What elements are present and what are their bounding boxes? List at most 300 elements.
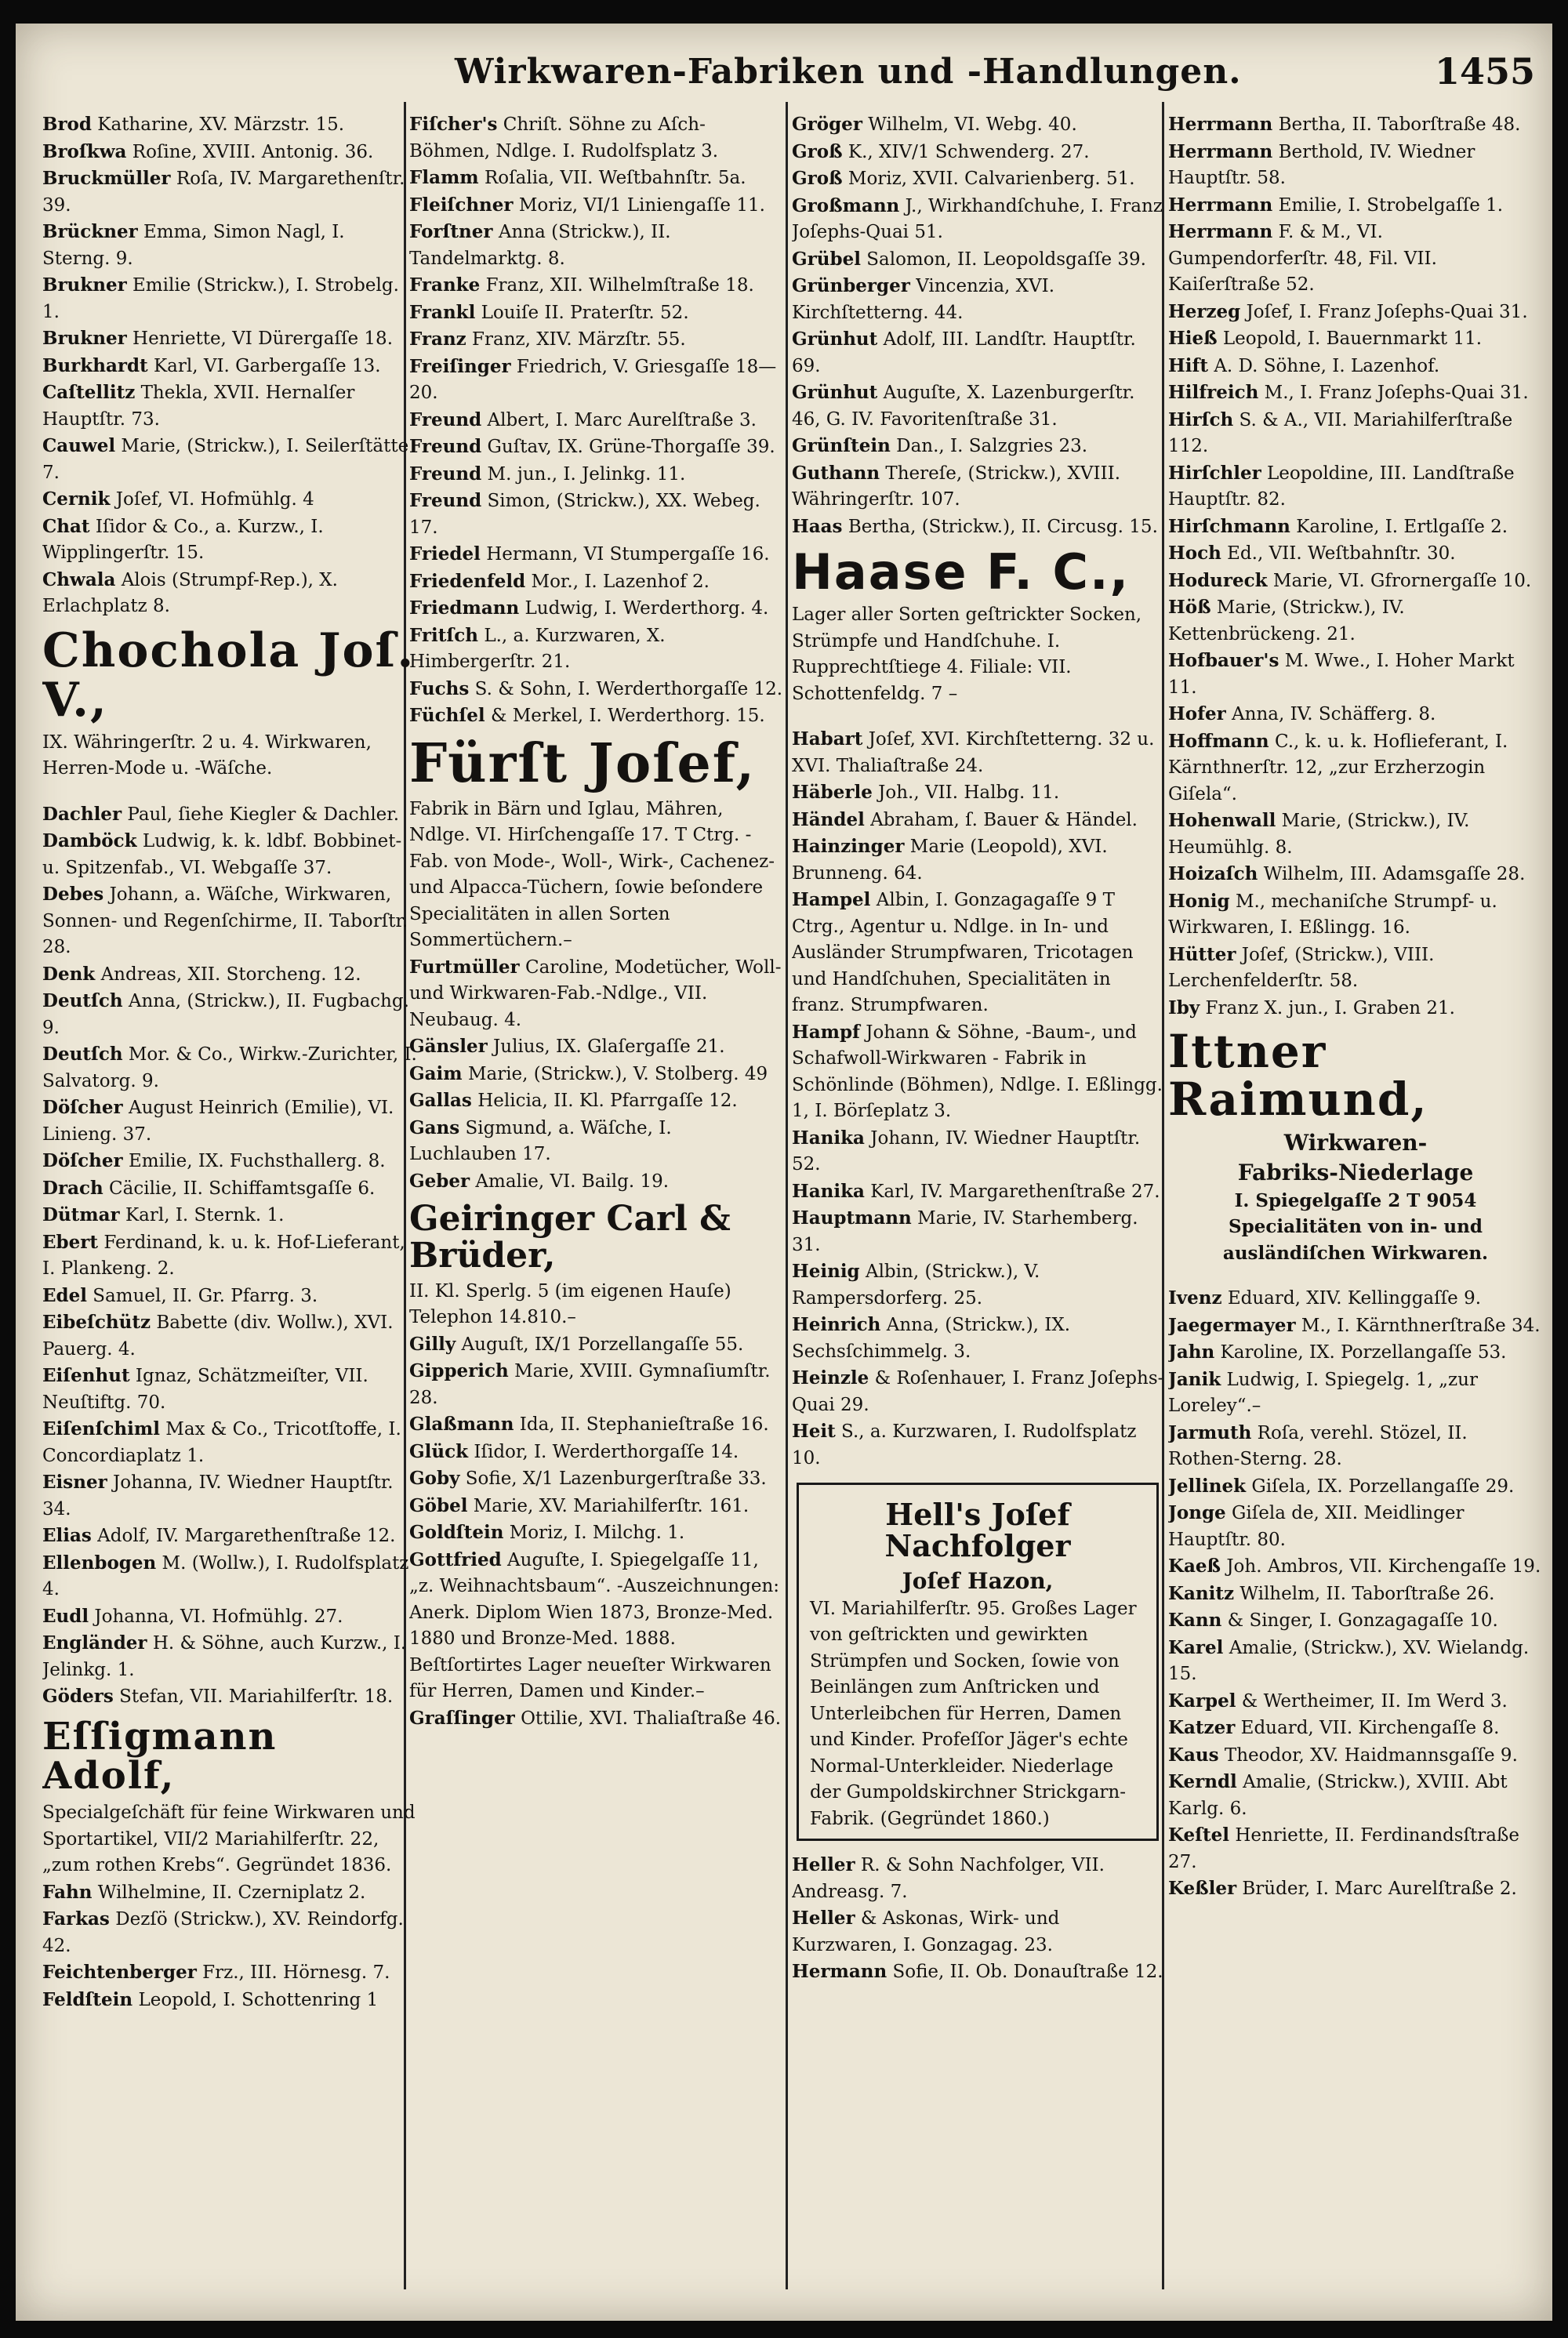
- entry-name: Döſcher: [42, 1150, 123, 1171]
- entry-name: Jellinek: [1168, 1475, 1247, 1497]
- entry-name: Heit: [792, 1421, 836, 1443]
- entry-name: Broſkwa: [42, 140, 127, 162]
- entry-name: Groß: [792, 168, 843, 189]
- directory-entry: [1168, 1500, 1543, 1553]
- entry-list: [42, 1879, 417, 2014]
- entry-details: Max & Co., Tricotſtoffe, I. Concordiaplatz 1.: [42, 1419, 401, 1466]
- entry-list: [1168, 1285, 1543, 1903]
- entry-name: Heinig: [792, 1261, 860, 1283]
- entry-name: Denk: [42, 963, 96, 985]
- entry-list: [792, 1852, 1167, 1986]
- entry-details: Ignaz, Schätzmeiſter, VII. Neuſtiftg. 70.: [42, 1366, 368, 1413]
- advert-title: Geiringer Carl & Brüder,: [409, 1199, 731, 1276]
- entry-name: Groß: [792, 140, 843, 162]
- entry-details: Anna, IV. Schäfferg. 8.: [1232, 704, 1436, 724]
- directory-entry: [42, 325, 417, 353]
- entry-name: Hainzinger: [792, 836, 905, 858]
- entry-name: Debes: [42, 884, 104, 905]
- entry-name: Brukner: [42, 274, 127, 296]
- entry-name: Karpel: [1168, 1690, 1236, 1712]
- entry-details: Auguſt, IX/1 Porzellangaſſe 55.: [461, 1334, 744, 1355]
- entry-name: Kanitz: [1168, 1582, 1235, 1604]
- entry-name: Frankl: [409, 301, 476, 323]
- directory-entry: [409, 1519, 784, 1547]
- entry-details: Abraham, ſ. Bauer & Händel.: [870, 809, 1138, 830]
- directory-entry: [792, 1365, 1167, 1418]
- directory-entry: [792, 1205, 1167, 1258]
- directory-entry: [792, 807, 1167, 834]
- entry-details: Leopold, I. Schottenring 1: [138, 1989, 379, 2010]
- entry-details: & Wertheimer, II. Im Werd 3.: [1241, 1690, 1508, 1712]
- entry-name: Freund: [409, 490, 482, 511]
- directory-entry: [1168, 1688, 1543, 1715]
- entry-name: Hofbauer's: [1168, 650, 1279, 671]
- entry-name: Jaegermayer: [1168, 1314, 1296, 1336]
- entry-details: Henriette, II. Ferdinandsſtraße 27.: [1168, 1825, 1519, 1872]
- entry-details: Dan., I. Salzgries 23.: [896, 436, 1088, 456]
- advert-title: Hell's Joſef Nachfolger: [884, 1497, 1071, 1563]
- directory-entry: [409, 407, 784, 434]
- advert-box: [797, 1483, 1159, 1841]
- entry-name: Hütter: [1168, 943, 1236, 965]
- entry-details: Babette (div. Wollw.), XVI. Pauerg. 4.: [42, 1312, 394, 1360]
- entry-details: Marie, (Strickw.), I. Seilerſtätte 7.: [42, 436, 409, 483]
- directory-entry: [1168, 1367, 1543, 1420]
- entry-details: Eduard, XIV. Kellinggaſſe 9.: [1227, 1288, 1482, 1309]
- directory-entry: [792, 246, 1167, 274]
- entry-list: [409, 954, 784, 1196]
- entry-name: Hofer: [1168, 703, 1226, 724]
- entry-details: Joſef, XVI. Kirchſtetterng. 32 u. XVI. Thaliaſtraße 24.: [792, 729, 1155, 776]
- directory-entry: [42, 1148, 417, 1175]
- advert-text: I. Spiegelgaſſe 2 T 9054 Specialitäten von in- und ausländiſchen Wirkwaren.: [1222, 1189, 1489, 1264]
- entry-details: Marie (Leopold), XVI. Brunneng. 64.: [792, 837, 1108, 884]
- entry-details: M., mechaniſche Strumpf- u. Wirkwaren, I. Eßlingg. 16.: [1168, 891, 1497, 938]
- entry-name: Hampf: [792, 1021, 860, 1043]
- entry-name: Freund: [409, 463, 482, 485]
- directory-entry: [42, 1283, 417, 1310]
- directory-entry: [42, 1683, 417, 1711]
- entry-name: Farkas: [42, 1908, 110, 1930]
- directory-entry: [1168, 460, 1543, 514]
- entry-name: Hilfreich: [1168, 382, 1259, 403]
- entry-details: Giſela de, XII. Meidlinger Hauptſtr. 80.: [1168, 1503, 1465, 1550]
- directory-entry: [409, 568, 784, 596]
- entry-details: Albin, I. Gonzagagaſſe 9 T Ctrg., Agentur u. Ndlge. in In- und Ausländer Strumpfwaren, Tricotagen und Handſchuhen, Specialitäten in franz. Strumpfwaren.: [792, 890, 1134, 1016]
- directory-entry: [1168, 701, 1543, 728]
- entry-name: Jarmuth: [1168, 1421, 1252, 1443]
- advert-subtitle: Wirkwaren-: [1283, 1129, 1428, 1156]
- entry-details: Stefan, VII. Mariahilferſtr. 18.: [119, 1686, 394, 1707]
- directory-entry: [1168, 1715, 1543, 1742]
- entry-details: S. & Sohn, I. Werderthorgaſſe 12.: [474, 678, 783, 699]
- entry-details: Karl, IV. Margarethenſtraße 27.: [870, 1181, 1160, 1202]
- entry-details: Katharine, XV. Märzstr. 15.: [97, 114, 345, 135]
- entry-details: & Singer, I. Gonzagagaſſe 10.: [1227, 1610, 1498, 1632]
- entry-details: Auguſte, I. Spiegelgaſſe 11, „z. Weihnachtsbaum“. -Auszeichnungen: Anerk. Diplom Wien 1873, Bronze-Med. 1880 und Bronze-Med. 1888. Beſtſortirtes Lager neueſter Wirkwaren für Herren, Damen und Kinder.–: [409, 1549, 780, 1702]
- directory-entry: [1168, 1769, 1543, 1822]
- directory-entry: [409, 219, 784, 272]
- entry-name: Habart: [792, 728, 863, 750]
- entry-name: Eiſenſchiml: [42, 1418, 160, 1439]
- entry-details: Johanna, VI. Hofmühlg. 27.: [94, 1606, 343, 1627]
- entry-name: Cauwel: [42, 435, 116, 456]
- entry-details: Marie, VI. Gfrornergaſſe 10.: [1272, 570, 1532, 591]
- advert-text: Fabrik in Bärn und Iglau, Mähren, Ndlge. VI. Hirſchengaſſe 17. T Ctrg. -Fab. von Mode-, Woll-, Wirk-, Cachenez- und Alpacca-Tüchern, ſowie beſondere Specialitäten in allen Sorten Sommertüchern.–: [409, 798, 775, 951]
- page-header: [16, 45, 1552, 100]
- directory-entry: [1168, 1742, 1543, 1770]
- entry-name: Iby: [1168, 997, 1200, 1018]
- entry-details: Karl, VI. Garbergaſſe 13.: [153, 355, 381, 376]
- directory-entry: [1168, 1607, 1543, 1635]
- entry-details: Joſef, (Strickw.), VIII. Lerchenfelderſtr. 58.: [1168, 944, 1435, 991]
- directory-entry: [42, 111, 417, 139]
- directory-entry: [409, 272, 784, 300]
- directory-entry: [792, 193, 1167, 246]
- entry-details: M. (Wollw.), I. Rudolfsplatz 4.: [42, 1552, 409, 1599]
- advert-text: Lager aller Sorten geſtrickter Socken, Strümpfe und Handſchuhe. I. Rupprechtſtiege 4. Filiale: VII. Schottenfeldg. 7 –: [792, 604, 1142, 704]
- entry-name: Janik: [1168, 1368, 1221, 1390]
- entry-name: Höß: [1168, 597, 1211, 618]
- directory-entry: [1168, 514, 1543, 541]
- entry-details: Hermann, VI Stumpergaſſe 16.: [486, 544, 770, 565]
- entry-details: Louiſe II. Praterſtr. 52.: [481, 302, 689, 323]
- entry-name: Burkhardt: [42, 354, 148, 376]
- entry-details: Ludwig, k. k. ldbf. Bobbinet- u. Spitzenfab., VI. Webgaſſe 37.: [42, 831, 402, 878]
- entry-details: Marie, IV. Starhemberg. 31.: [792, 1208, 1138, 1255]
- entry-details: Wilhelmine, II. Czerniplatz 2.: [97, 1882, 366, 1903]
- page-number: 1455: [1434, 50, 1535, 93]
- directory-entry: [42, 1987, 417, 2014]
- entry-details: Wilhelm, VI. Webg. 40.: [868, 114, 1077, 135]
- directory-entry: [1168, 1581, 1543, 1608]
- entry-details: Marie, XV. Mariahilferſtr. 161.: [473, 1495, 750, 1516]
- entry-name: Heinrich: [792, 1314, 881, 1336]
- entry-details: M., I. Kärnthnerſtraße 34.: [1301, 1315, 1541, 1336]
- entry-list: [792, 726, 1167, 1472]
- entry-name: Grünberger: [792, 275, 910, 296]
- entry-name: Häberle: [792, 782, 873, 804]
- entry-details: Albin, (Strickw.), V. Rampersdorferg. 25.: [792, 1262, 1040, 1309]
- entry-name: Fritſch: [409, 624, 479, 646]
- entry-details: Mor., I. Lazenhof 2.: [531, 571, 710, 592]
- directory-entry: [1168, 888, 1543, 942]
- directory-entry: [1168, 407, 1543, 460]
- entry-details: Albert, I. Marc Aurelſtraße 3.: [487, 409, 757, 430]
- directory-entry: [792, 779, 1167, 807]
- entry-details: Auguſte, X. Lazenburgerſtr. 46, G. IV. Favoritenſtraße 31.: [792, 383, 1135, 430]
- advert-text: Specialgeſchäft für feine Wirkwaren und Sportartikel, VII/2 Mariahilferſtr. 22, „zum rothen Krebs“. Gegründet 1836.: [42, 1803, 416, 1876]
- entry-name: Grünhut: [792, 329, 878, 350]
- entry-name: Eisner: [42, 1472, 107, 1493]
- directory-entry: [42, 801, 417, 829]
- entry-name: Füchſel: [409, 705, 485, 726]
- directory-entry: [42, 486, 417, 514]
- entry-details: Amalie, (Strickw.), XV. Wielandg. 15.: [1168, 1637, 1530, 1685]
- entry-name: Freund: [409, 408, 482, 430]
- entry-details: Theodor, XV. Haidmannsgaſſe 9.: [1224, 1744, 1518, 1766]
- entry-details: Leopold, I. Bauernmarkt 11.: [1222, 329, 1483, 349]
- entry-name: Händel: [792, 808, 865, 830]
- directory-entry: [409, 192, 784, 220]
- directory-entry: [409, 1331, 784, 1359]
- entry-name: Herrmann: [1168, 114, 1273, 135]
- directory-entry: [42, 219, 417, 272]
- entry-name: Kerndl: [1168, 1771, 1237, 1793]
- directory-entry: [1168, 111, 1543, 139]
- entry-list: [792, 111, 1167, 540]
- entry-name: Grünhut: [792, 382, 878, 403]
- entry-name: Hampel: [792, 889, 871, 911]
- entry-name: Franz: [409, 329, 466, 350]
- entry-details: S., a. Kurzwaren, I. Rudolfsplatz 10.: [792, 1421, 1137, 1469]
- entry-details: Giſela, IX. Porzellangaſſe 29.: [1251, 1476, 1515, 1497]
- entry-details: Anna, (Strickw.), II. Fugbachg. 9.: [42, 991, 409, 1038]
- directory-entry: [409, 954, 784, 1034]
- entry-name: Gaim: [409, 1062, 463, 1084]
- directory-entry: [42, 1469, 417, 1523]
- entry-name: Hanika: [792, 1180, 865, 1202]
- entry-name: Kann: [1168, 1610, 1222, 1632]
- entry-details: Marie, (Strickw.), IV. Kettenbrückeng. 21.: [1168, 597, 1405, 644]
- directory-entry: [1168, 1312, 1543, 1340]
- entry-details: Frz., III. Hörnesg. 7.: [202, 1962, 390, 1984]
- entry-details: Thereſe, (Strickw.), XVIII. Währingerſtr. 107.: [792, 463, 1121, 510]
- entry-details: Wilhelm, III. Adamsgaſſe 28.: [1263, 864, 1526, 884]
- entry-details: Caroline, Modetücher, Woll- und Wirkwaren-Fab.-Ndlge., VII. Neubaug. 4.: [409, 957, 782, 1030]
- entry-details: Johann, IV. Wiedner Hauptſtr. 52.: [792, 1127, 1141, 1175]
- entry-list: [1168, 111, 1543, 1022]
- entry-name: Hoffmann: [1168, 730, 1269, 752]
- entry-details: Sigmund, a. Wäſche, I. Luchlauben 17.: [409, 1117, 672, 1165]
- entry-name: Goldſtein: [409, 1522, 504, 1544]
- entry-details: Andreas, XII. Storcheng. 12.: [100, 964, 361, 985]
- entry-name: Heller: [792, 1854, 855, 1876]
- directory-entry: [1168, 540, 1543, 568]
- entry-name: Friedel: [409, 543, 481, 565]
- directory-entry: [42, 1550, 417, 1603]
- directory-entry: [409, 1465, 784, 1493]
- entry-name: Guthann: [792, 462, 880, 484]
- advert-title: Ittner Raimund,: [1168, 1025, 1428, 1126]
- entry-details: Wilhelm, II. Taborſtraße 26.: [1240, 1583, 1495, 1604]
- entry-name: Ebert: [42, 1231, 98, 1253]
- entry-details: Roſalia, VII. Weſtbahnſtr. 5a.: [484, 168, 746, 188]
- directory-entry: [409, 541, 784, 568]
- entry-name: Katzer: [1168, 1717, 1236, 1739]
- entry-name: Hoizaſch: [1168, 863, 1258, 884]
- entry-details: Cäcilie, II. Schiffamtsgaſſe 6.: [109, 1178, 376, 1199]
- advert-title: Fürſt Joſef,: [409, 732, 757, 795]
- entry-name: Cernik: [42, 488, 111, 510]
- directory-entry: [792, 1258, 1167, 1312]
- entry-name: Friedenfeld: [409, 570, 526, 592]
- entry-details: Anna (Strickw.), II. Tandelmarktg. 8.: [409, 222, 671, 269]
- directory-entry: [42, 1363, 417, 1416]
- directory-entry: [1168, 808, 1543, 861]
- directory-entry: [1168, 219, 1543, 299]
- directory-entry: [42, 961, 417, 989]
- entry-name: Eudl: [42, 1605, 89, 1627]
- entry-details: Joh., VII. Halbg. 11.: [878, 782, 1060, 804]
- entry-name: Geber: [409, 1170, 470, 1192]
- entry-details: Ottilie, XVI. Thaliaſtraße 46.: [521, 1708, 782, 1729]
- entry-details: & Askonas, Wirk- und Kurzwaren, I. Gonzagag. 23.: [792, 1908, 1060, 1955]
- directory-entry: [1168, 139, 1543, 192]
- directory-entry: [409, 1115, 784, 1168]
- entry-details: L., a. Kurzwaren, X. Himbergerſtr. 21.: [409, 625, 666, 672]
- entry-details: Roſa, verehl. Stözel, II. Rothen-Sterng. 28.: [1168, 1422, 1468, 1470]
- directory-entry: [409, 1358, 784, 1411]
- directory-entry: [1168, 861, 1543, 888]
- directory-entry: [42, 1202, 417, 1229]
- entry-name: Heinzle: [792, 1367, 869, 1389]
- entry-details: Roſine, XVIII. Antonig. 36.: [132, 141, 374, 162]
- directory-entry: [409, 623, 784, 676]
- entry-name: Brückner: [42, 221, 138, 242]
- entry-name: Damböck: [42, 830, 137, 851]
- entry-details: Johanna, IV. Wiedner Hauptſtr. 34.: [42, 1472, 394, 1519]
- entry-details: Simon, (Strickw.), XX. Webeg. 17.: [409, 491, 760, 538]
- entry-name: Herzeg: [1168, 300, 1241, 322]
- entry-details: Karoline, IX. Porzellangaſſe 53.: [1220, 1342, 1507, 1363]
- entry-name: Keſtel: [1168, 1824, 1230, 1846]
- entry-details: S. & A., VII. Mariahilferſtraße 112.: [1168, 409, 1513, 456]
- entry-name: Ivenz: [1168, 1287, 1222, 1309]
- directory-entry: [792, 887, 1167, 1019]
- entry-details: Marie, (Strickw.), V. Stolberg. 49: [467, 1063, 768, 1084]
- directory-entry: [42, 379, 417, 433]
- directory-entry: [409, 1168, 784, 1196]
- entry-name: Feichtenberger: [42, 1962, 197, 1984]
- entry-name: Deutſch: [42, 1044, 123, 1065]
- entry-name: Chat: [42, 515, 90, 537]
- entry-details: Julius, IX. Glaſergaſſe 21.: [493, 1036, 725, 1058]
- directory-entry: [42, 433, 417, 486]
- entry-details: & Merkel, I. Werderthorg. 15.: [490, 706, 765, 726]
- entry-details: Joſef, I. Franz Joſephs-Quai 31.: [1246, 301, 1528, 322]
- directory-page: [16, 24, 1552, 2321]
- entry-name: Heller: [792, 1908, 855, 1930]
- directory-entry: [1168, 1553, 1543, 1581]
- entry-name: Brukner: [42, 328, 127, 349]
- directory-entry: [1168, 379, 1543, 407]
- entry-name: Döſcher: [42, 1097, 123, 1118]
- entry-details: Marie, XVIII. Gymnaſiumſtr. 28.: [409, 1361, 771, 1408]
- directory-entry: [1168, 1339, 1543, 1367]
- entry-details: Moriz, XVII. Calvarienberg. 51.: [848, 169, 1135, 189]
- directory-entry: [409, 1411, 784, 1439]
- directory-entry: [409, 165, 784, 192]
- entry-name: Hirſchler: [1168, 462, 1261, 484]
- directory-entry: [409, 354, 784, 407]
- entry-name: Gallas: [409, 1090, 472, 1112]
- entry-details: Thekla, XVII. Hernalſer Hauptſtr. 73.: [42, 383, 355, 430]
- entry-name: Dachler: [42, 803, 122, 825]
- entry-name: Forſtner: [409, 221, 493, 242]
- entry-details: Henriette, VI Dürergaſſe 18.: [132, 329, 393, 349]
- directory-entry: [792, 326, 1167, 379]
- directory-entry: [1168, 728, 1543, 808]
- entry-list: [42, 801, 417, 1711]
- directory-entry: [792, 460, 1167, 514]
- directory-entry: [792, 1418, 1167, 1472]
- entry-details: Emilie, I. Strobelgaſſe 1.: [1278, 194, 1504, 216]
- entry-name: Fiſcher's: [409, 114, 498, 135]
- advert-title: Chochola Joſ. V.,: [42, 623, 416, 728]
- directory-entry: [409, 1087, 784, 1115]
- entry-details: M., I. Franz Joſephs-Quai 31.: [1264, 383, 1529, 403]
- entry-name: Gilly: [409, 1333, 456, 1355]
- entry-details: R. & Sohn Nachfolger, VII. Andreasg. 7.: [792, 1855, 1105, 1902]
- entry-details: Moriz, VI/1 Liniengaſſe 11.: [518, 194, 765, 216]
- entry-name: Jahn: [1168, 1341, 1215, 1363]
- directory-entry: [792, 1959, 1167, 1986]
- entry-list: [42, 111, 417, 620]
- entry-details: J., Wirkhandſchuhe, I. Franz Joſephs-Quai 51.: [792, 195, 1163, 242]
- entry-details: Sofie, X/1 Lazenburgerſtraße 33.: [465, 1469, 767, 1490]
- entry-details: Ludwig, I. Spiegelg. 1, „zur Loreley“.–: [1168, 1369, 1478, 1417]
- directory-entry: [1168, 192, 1543, 220]
- entry-details: Johann & Söhne, -Baum-, und Schafwoll-Wirkwaren - Fabrik in Schönlinde (Böhmen), Ndlge. I. Eßlingg. 1, I. Börſeplatz 3.: [792, 1022, 1163, 1122]
- entry-name: Hirſchmann: [1168, 515, 1290, 537]
- entry-name: Feldſtein: [42, 1988, 133, 2010]
- directory-entry: [409, 326, 784, 354]
- directory-entry: [409, 702, 784, 730]
- directory-entry: [42, 881, 417, 961]
- column-4: [1168, 111, 1543, 1903]
- advert-title: Haase F. C.,: [792, 543, 1131, 601]
- directory-entry: [1168, 648, 1543, 701]
- entry-details: Iſidor & Co., a. Kurzw., I. Wipplingerſtr. 15.: [42, 516, 324, 563]
- entry-name: Herrmann: [1168, 194, 1273, 216]
- entry-name: Gottfried: [409, 1548, 502, 1570]
- entry-details: Sofie, II. Ob. Donauſtraße 12.: [892, 1962, 1163, 1983]
- entry-name: Gröger: [792, 114, 862, 135]
- advert-text: II. Kl. Sperlg. 5 (im eigenen Hauſe) Telephon 14.810.–: [409, 1280, 731, 1328]
- entry-details: Friedrich, V. Griesgaſſe 18—20.: [409, 356, 777, 403]
- entry-details: Karl, I. Sternk. 1.: [125, 1205, 285, 1225]
- directory-entry: [409, 434, 784, 461]
- directory-entry: [409, 1061, 784, 1088]
- entry-details: Ferdinand, k. u. k. Hof-Lieferant, I. Plankeng. 2.: [42, 1232, 405, 1279]
- directory-entry: [409, 1547, 784, 1705]
- entry-details: Chriſt. Söhne zu Aſch-Böhmen, Ndlge. I. Rudolfsplatz 3.: [409, 114, 719, 162]
- entry-name: Bruckmüller: [42, 168, 171, 189]
- entry-details: Guſtav, IX. Grüne-Thorgaſſe 39.: [487, 437, 775, 457]
- entry-details: Alois (Strumpf-Rep.), X. Erlachplatz 8.: [42, 569, 338, 616]
- column-2: [409, 111, 784, 1732]
- column-3: [792, 111, 1167, 1986]
- directory-entry: [1168, 325, 1543, 353]
- entry-name: Fahn: [42, 1881, 93, 1903]
- directory-entry: [1168, 1822, 1543, 1875]
- entry-details: Helicia, II. Kl. Pfarrgaſſe 12.: [477, 1091, 738, 1112]
- entry-details: Franz, XIV. Märzſtr. 55.: [472, 329, 686, 350]
- directory-entry: [409, 300, 784, 327]
- entry-details: Franz, XII. Wilhelmſtraße 18.: [485, 275, 754, 296]
- directory-entry: [42, 1041, 417, 1095]
- entry-name: Hieß: [1168, 328, 1218, 349]
- entry-name: Brod: [42, 114, 92, 135]
- entry-name: Freiſinger: [409, 355, 511, 377]
- column-divider: [786, 102, 788, 2289]
- directory-entry: [792, 379, 1167, 433]
- entry-details: Berthold, IV. Wiedner Hauptſtr. 58.: [1168, 141, 1475, 188]
- directory-entry: [792, 1019, 1167, 1125]
- directory-entry: [409, 1493, 784, 1520]
- entry-details: Paul, ſiehe Kiegler & Dachler.: [127, 804, 400, 825]
